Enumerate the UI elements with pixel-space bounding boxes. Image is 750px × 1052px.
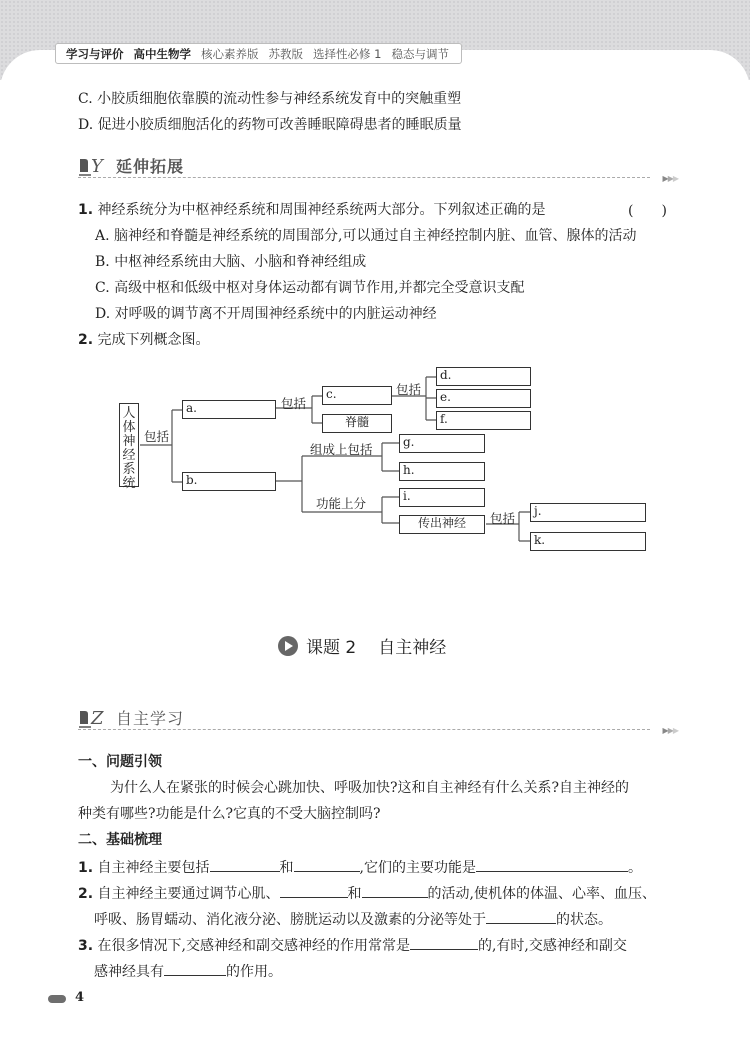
box-spinal-cord: 脊髓 [322, 414, 392, 433]
item3-text2: 的,有时,交感神经和副交 [477, 938, 627, 954]
header-book: 学习与评价 [66, 46, 124, 61]
item2-text3: 的活动,使机体的体温、心率、血压、 [427, 886, 656, 902]
item2-text2: 和 [347, 886, 362, 902]
fill-item-3 [78, 934, 627, 956]
blank-box-a[interactable]: a. [182, 400, 276, 419]
header-volume: 选择性必修 1 [313, 46, 382, 61]
item2-text4: 呼吸、肠胃蠕动、消化液分泌、膀胱运动以及激素的分泌等处于 [94, 912, 486, 928]
q1-option-c[interactable]: C. 高级中枢和低级中枢对身体运动都有调节作用,并都完全受意识支配 [95, 280, 525, 296]
q2-number: 2. [78, 332, 94, 348]
item1-text2: 和 [279, 860, 294, 876]
section-header-extend [78, 152, 678, 183]
section-title: 自主学习 [116, 709, 185, 728]
item1-text1: 自主神经主要包括 [97, 860, 210, 876]
blank-box-k[interactable]: k. [530, 532, 646, 551]
label-function: 功能上分 [316, 496, 367, 511]
q1-number: 1. [78, 202, 94, 218]
prev-option-d: D. 促进小胶质细胞活化的药物可改善睡眠障碍患者的睡眠质量 [78, 117, 462, 133]
play-icon [278, 636, 298, 656]
fill-item-3-cont [94, 960, 282, 982]
arrows-icon: ▶▶▶ [662, 174, 678, 183]
item3-text1: 在很多情况下,交感神经和副交感神经的作用常常是 [97, 938, 410, 954]
blank-box-d[interactable]: d. [436, 367, 531, 386]
book-z-icon [78, 706, 116, 730]
arrows-icon: ▶▶▶ [662, 726, 678, 735]
blank-3b[interactable] [164, 960, 226, 976]
blank-box-b[interactable]: b. [182, 472, 276, 491]
book-y-icon [78, 154, 116, 178]
header-subject: 高中生物学 [133, 46, 191, 61]
blank-2c[interactable] [486, 908, 556, 924]
part1-heading: 一、问题引领 [78, 754, 162, 770]
part1-text-line2: 种类有哪些?功能是什么?它真的不受大脑控制吗? [78, 806, 381, 822]
page-marker-icon [48, 995, 66, 1003]
concept-root: 人体神经系统 [119, 403, 139, 487]
fill-item-2 [78, 882, 656, 904]
item1-text4: 。 [627, 860, 642, 876]
section-letter: Z [91, 708, 104, 729]
header-topic: 稳态与调节 [391, 46, 449, 61]
fill-item-2-cont [94, 908, 612, 930]
q1-option-a[interactable]: A. 脑神经和脊髓是神经系统的周围部分,可以通过自主神经控制内脏、血管、腺体的活动 [95, 228, 637, 244]
blank-box-h[interactable]: h. [399, 462, 485, 481]
box-efferent-nerve: 传出神经 [399, 515, 485, 534]
q1-option-d[interactable]: D. 对呼吸的调节离不开周围神经系统中的内脏运动神经 [95, 306, 437, 322]
q1-option-b[interactable]: B. 中枢神经系统由大脑、小脑和脊神经组成 [95, 254, 367, 270]
blank-box-e[interactable]: e. [436, 389, 531, 408]
blank-3a[interactable] [410, 934, 478, 950]
blank-box-j[interactable]: j. [530, 503, 646, 522]
fill-item-1 [78, 856, 642, 878]
item2-text5: 的状态。 [556, 912, 612, 928]
item3-text3: 感神经具有 [94, 964, 164, 980]
blank-box-f[interactable]: f. [436, 411, 531, 430]
item2-number: 2. [78, 886, 94, 902]
blank-1c[interactable] [476, 856, 628, 872]
header-publisher: 苏教版 [268, 46, 303, 61]
q1-text: 神经系统分为中枢神经系统和周围神经系统两大部分。下列叙述正确的是 [97, 202, 546, 218]
label-composition: 组成上包括 [310, 442, 373, 457]
header-edition: 核心素养版 [201, 46, 259, 61]
blank-2b[interactable] [362, 882, 428, 898]
section-letter: Y [91, 156, 103, 177]
running-header [55, 43, 462, 64]
lesson-label: 课题 2 [306, 638, 357, 658]
label-include-efferent: 包括 [490, 511, 516, 526]
item3-number: 3. [78, 938, 94, 954]
q1-stem [78, 200, 546, 220]
blank-box-c[interactable]: c. [322, 386, 392, 405]
label-include-root: 包括 [144, 429, 170, 444]
answer-parentheses[interactable]: ( ) [628, 203, 667, 219]
page-number: 4 [75, 990, 85, 1005]
part1-text-line1: 为什么人在紧张的时候会心跳加快、呼吸加快?这和自主神经有什么关系?自主神经的 [110, 780, 630, 796]
dashed-divider [78, 177, 650, 178]
blank-1a[interactable] [210, 856, 280, 872]
blank-1b[interactable] [294, 856, 360, 872]
dashed-divider [78, 729, 650, 730]
prev-option-c: C. 小胶质细胞依靠膜的流动性参与神经系统发育中的突触重塑 [78, 91, 462, 107]
item2-text1: 自主神经主要通过调节心肌、 [97, 886, 280, 902]
item1-number: 1. [78, 860, 94, 876]
q2-text: 完成下列概念图。 [97, 332, 210, 348]
blank-box-g[interactable]: g. [399, 434, 485, 453]
item1-text3: ,它们的主要功能是 [359, 860, 476, 876]
lesson-title [278, 633, 446, 658]
part2-heading: 二、基础梳理 [78, 832, 162, 848]
label-include-c: 包括 [396, 382, 422, 397]
q2-stem [78, 330, 210, 350]
lesson-name: 自主神经 [378, 638, 447, 658]
section-header-self-study [78, 704, 678, 735]
blank-2a[interactable] [280, 882, 348, 898]
blank-box-i[interactable]: i. [399, 488, 485, 507]
item3-text4: 的作用。 [226, 964, 282, 980]
section-title: 延伸拓展 [116, 157, 185, 176]
label-include-a: 包括 [281, 396, 307, 411]
